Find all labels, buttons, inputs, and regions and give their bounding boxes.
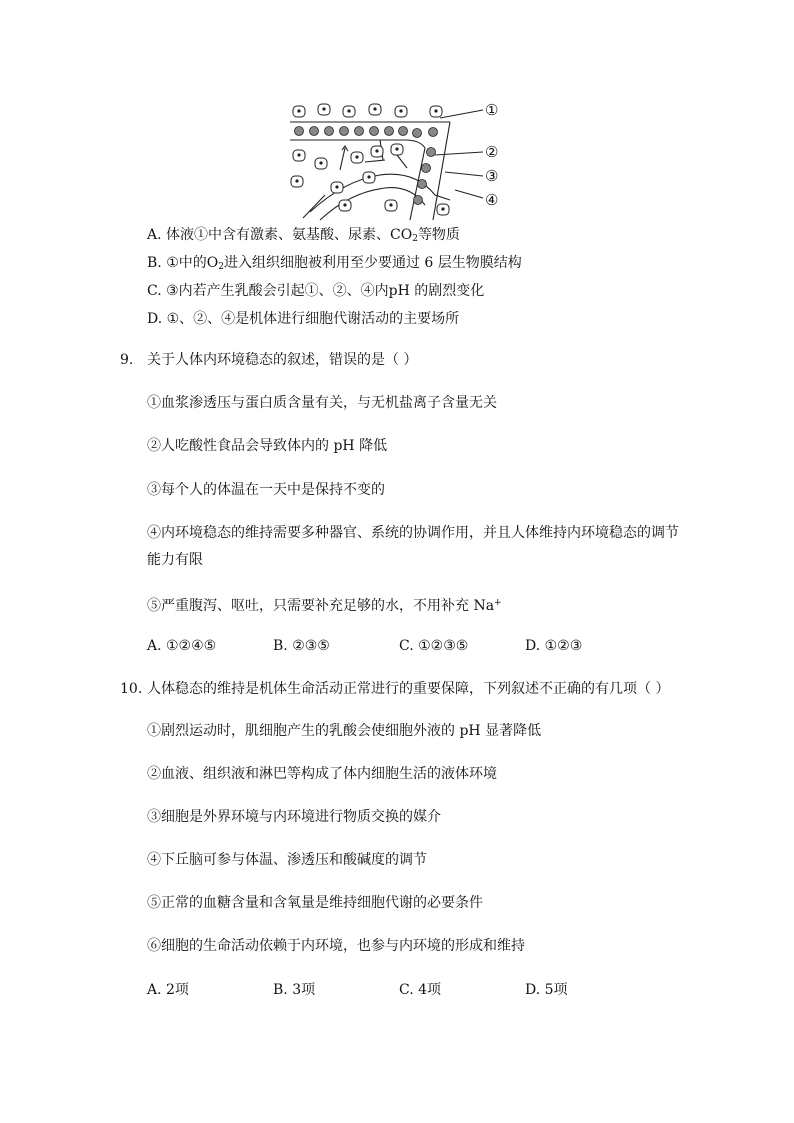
q10-option-a: A. 2项 — [147, 982, 189, 998]
q10-item-4: ④下丘脑可参与体温、渗透压和酸碱度的调节 — [147, 852, 427, 868]
q8-option-b: B. ①中的$O_2$进入组织细胞被利用至少要通过 6 层生物膜结构 — [147, 255, 522, 272]
q9-option-b: B. ②③⑤ — [273, 638, 330, 654]
callout-2: ② — [485, 143, 499, 161]
q10-item-6: ⑥细胞的生命活动依赖于内环境，也参与内环境的形成和维持 — [147, 938, 525, 954]
q9-item-5: ⑤严重腹泻、呕吐，只需要补充足够的水，不用补充 Na+ — [147, 598, 502, 614]
callout-3: ③ — [485, 167, 499, 185]
q9-item-3: ③每个人的体温在一天中是保持不变的 — [147, 482, 385, 498]
callout-1: ① — [485, 101, 499, 119]
body-fluid-diagram — [285, 100, 515, 222]
callout-4: ④ — [485, 191, 499, 209]
q8-option-a: A. 体液①中含有激素、氨基酸、尿素、$CO_2$等物质 — [147, 227, 460, 244]
q10-option-b: B. 3项 — [273, 982, 316, 998]
q10-item-5: ⑤正常的血糖含量和含氧量是维持细胞代谢的必要条件 — [147, 895, 483, 911]
q10-option-c: C. 4项 — [399, 982, 442, 998]
q10-item-1: ①剧烈运动时，肌细胞产生的乳酸会使细胞外液的 pH 显著降低 — [147, 723, 542, 739]
q9-item-4: ④内环境稳态的维持需要多种器官、系统的协调作用，并且人体维持内环境稳态的调节 — [147, 525, 679, 541]
q10-item-2: ②血液、组织液和淋巴等构成了体内细胞生活的液体环境 — [147, 766, 497, 782]
q9-item-1: ①血浆渗透压与蛋白质含量有关，与无机盐离子含量无关 — [147, 395, 497, 411]
q10-options — [147, 981, 647, 999]
q9-option-d: D. ①②③ — [525, 638, 583, 654]
q9-number: 9. — [120, 352, 134, 368]
q9-item-2: ②人吃酸性食品会导致体内的 pH 降低 — [147, 438, 388, 454]
q8-option-d: D. ①、②、④是机体进行细胞代谢活动的主要场所 — [147, 311, 460, 327]
q9-stem: 关于人体内环境稳态的叙述，错误的是（ ） — [147, 352, 418, 368]
q10-stem: 人体稳态的维持是机体生命活动正常进行的重要保障，下列叙述不正确的有几项（ ） — [147, 681, 670, 697]
q9-options — [147, 637, 647, 655]
q9-option-c: C. ①②③⑤ — [399, 638, 469, 654]
q8-option-c: C. ③内若产生乳酸会引起①、②、④内pH 的剧烈变化 — [147, 283, 485, 299]
q10-number: 10. — [120, 681, 143, 697]
q10-item-3: ③细胞是外界环境与内环境进行物质交换的媒介 — [147, 809, 441, 825]
q9-item-4-cont: 能力有限 — [147, 552, 203, 568]
q10-option-d: D. 5项 — [525, 982, 568, 998]
q9-option-a: A. ①②④⑤ — [147, 638, 217, 654]
